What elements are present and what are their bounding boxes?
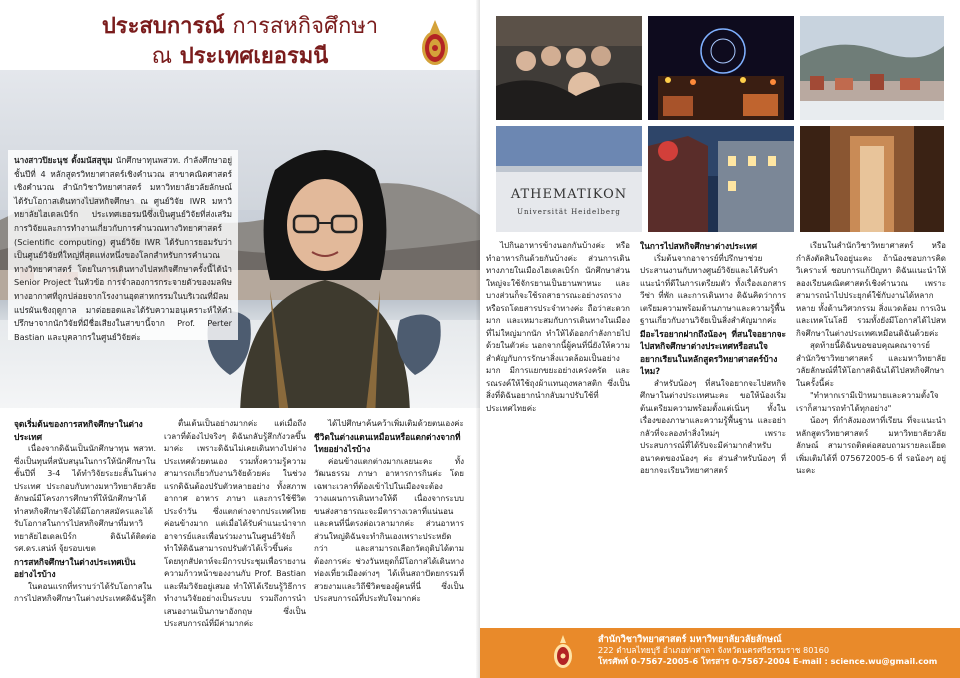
paragraph-advice: สำหรับน้องๆ ที่สนใจอยากจะไปสหกิจศึกษาในต่างประเทศนะคะ ขอให้น้องเริ่มต้นเตรียมความพร้อมตั้งแต่เนิ่นๆ ทั้งในเรื่องของภาษาและความรู้พื้นฐาน และอย่ากลัวที่จะลองทำสิ่งใหม่ๆ เพราะประสบการณ์ที่ได้รับจะมีค่ามากสำหรับอนาคตของน้องๆ ค่ะ ส่วนสำหรับน้องๆ ที่อยากจะเรียนวิทยาศาสตร์ bbox=[640, 378, 786, 475]
paragraph-research: ได้ไปศึกษาค้นคว้าเพิ่มเติมด้วยตนเองค่ะ bbox=[328, 419, 464, 428]
footer-text bbox=[598, 634, 950, 667]
intro-text bbox=[14, 154, 232, 344]
heading-experience: การสหกิจศึกษาในต่างประเทศเป็นอย่างไรบ้าง bbox=[14, 556, 136, 579]
footer-address: 222 ตำบลไทยบุรี อำเภอท่าศาลา จังหวัดนครศรีธรรมราช 80160 bbox=[598, 645, 830, 655]
intro-body: นักศึกษาทุนพสวท. กำลังศึกษาอยู่ชั้นปีที่ 4 หลักสูตรวิทยาศาสตร์เชิงคำนวณ สาขาคณิตศาสตร์เชิงคำนวณ สำนักวิชาวิทยาศาสตร์ มหาวิทยาลัยวลัยลักษณ์ ได้รับโอกาสเดินทางไปสหกิจศึกษา ณ ศูนย์วิจัย IWR มหาวิทยาลัยไฮเดลเบิร์ก ประเทศเยอรมนีซึ่งเป็นศูนย์วิจัยที่ส่งเสริมการวิจัยและการทำงานเกี่ยวกับการคำนวณทางวิทยาศาสตร์ (Scientific computing) ศูนย์วิจัย IWR ได้รับการยอมรับว่าเป็นศูนย์วิจัยที่ใหญ่ที่สุดแห่งหนึ่งของโลกสำหรับการคำนวณทางวิทยาศาสตร์ โดยในการเดินทางไปสหกิจศึกษาครั้งนี้ได้นำ Senior Project ในหัวข้อ การจำลองการกระจายตัวของมลพิษทางอากาศที่ถูกปล่อยจากโรงงานอุตสาหกรรมในบริเวณที่มีลมแปรผันเชิงฤดูกาล มาต่อยอดและได้รับความอนุเคราะห์ให้คำปรึกษาจากนักวิจัยที่มีชื่อเสียงในสาขานี้จาก Prof. Perter Bastian และบุคลากรในศูนย์วิจัยค่ะ bbox=[14, 155, 233, 342]
right-column-3 bbox=[796, 240, 946, 624]
photo-christmas-market bbox=[648, 16, 794, 120]
title-line-2 bbox=[60, 42, 420, 72]
footer-contact: โทรศัพท์ 0-7567-2005-6 โทรสาร 0-7567-2004 E-mail : science.wu@gmail.com bbox=[598, 656, 938, 666]
intro-box bbox=[8, 150, 238, 340]
paragraph-adjust: ตื่นเต้นเป็นอย่างมากค่ะ แต่เมื่อถึงเวลาที่ต้องไปจริงๆ ดิฉันกลับรู้สึกกังวลขึ้นมาค่ะ เพราะดิฉันไม่เคยเดินทางไปต่างประเทศด้วยตนเอง รวมทั้งความรู้ความสามารถเกี่ยวกับงานวิจัยด้วยค่ะ ในช่วงแรกดิฉันต้องปรับตัวหลายอย่าง ทั้งสภาพอากาศ อาหาร ภาษา และการใช้ชีวิตประจำวัน ซึ่งแตกต่างจากประเทศไทยค่อนข้างมาก แต่เมื่อได้รับคำแนะนำจากอาจารย์และเพื่อนร่วมงานในศูนย์วิจัยก็ทำให้ดิฉันสามารถปรับตัวได้เร็วขึ้นค่ะ โดยทุกสัปดาห์จะมีการประชุมเพื่อรายงานความก้าวหน้าของงานกับ Prof. Bastian และทีมวิจัยอยู่เสมอ ทำให้ได้เรียนรู้วิธีการทำงานวิจัยอย่างเป็นระบบ รวมถึงการนำเสนองานเป็นภาษาอังกฤษ ซึ่งเป็นประสบการณ์ที่มีค่ามากค่ะ bbox=[164, 419, 306, 628]
paragraph-experience: ในตอนแรกที่ทราบว่าได้รับโอกาสในการไปสหกิจศึกษาในต่างประเทศดิฉันรู้สึก bbox=[14, 581, 156, 603]
photo-town-view bbox=[800, 16, 944, 120]
left-column-3 bbox=[314, 418, 464, 674]
photo-mathematikon bbox=[496, 126, 642, 232]
paragraph-city: ไปกินอาหารข้างนอกกันบ้างค่ะ หรือทำอาหารกินด้วยกันบ้างค่ะ ส่วนการเดินทางภายในเมืองไฮเดลเบิร์ก นักศึกษาส่วนใหญ่จะใช้จักรยานเป็นยานพาหนะ และบางส่วนก็จะใช้รถสาธารณะอย่างรถรางหรือรถโดยสารประจำทางค่ะ ถือว่าสะดวกมาก และเหมาะสมกับการเดินทางในเมืองที่ไม่ใหญ่มากนัก ทำให้ได้ออกกำลังกายไปด้วยในตัวค่ะ นอกจากนี้ผู้คนที่นี่ยังให้ความสำคัญกับการรักษาสิ่งแวดล้อมเป็นอย่างมาก มีการแยกขยะอย่างเคร่งครัด และรณรงค์ให้ใช้ถุงผ้าแทนถุงพลาสติก ซึ่งเป็นสิ่งที่ดิฉันอยากนำกลับมาปรับใช้ที่ประเทศไทยค่ะ bbox=[486, 241, 630, 413]
closing-quote: "ทำหากเรามีเป้าหมายและความตั้งใจ เราก็สามารถทำได้ทุกอย่าง" bbox=[796, 391, 939, 413]
paragraph-thanks: สุดท้ายนี้ดิฉันขอขอบคุณคณาจารย์ สำนักวิชาวิทยาศาสตร์ และมหาวิทยาลัยวลัยลักษณ์ที่ให้โอกาสดิฉันได้ไปสหกิจศึกษาในครั้งนี้ค่ะ bbox=[796, 341, 946, 388]
title-bold-2: ประเทศเยอรมนี bbox=[179, 44, 329, 69]
left-column-2 bbox=[164, 418, 306, 674]
footer-seal-icon bbox=[552, 634, 574, 670]
paragraph-recommend: เรียนในสำนักวิชาวิทยาศาสตร์ หรือ กำลังตัดสินใจอยู่นะคะ ถ้าน้องชอบการคิดวิเคราะห์ ชอบการแก้ปัญหา ดิฉันแนะนำให้ลองเรียนคณิตศาสตร์เชิงคำนวณ เพราะสามารถนำไปประยุกต์ใช้กับงานได้หลากหลาย ทั้งด้านวิศวกรรม สิ่งแวดล้อม การเงิน และเทคโนโลยี รวมทั้งยังมีโอกาสได้ไปสหกิจศึกษาในต่างประเทศเหมือนดิฉันด้วยค่ะ bbox=[796, 241, 946, 338]
heading-start: จุดเริ่มต้นของการสหกิจศึกษาในต่างประเทศ bbox=[14, 419, 143, 442]
right-column-2 bbox=[640, 240, 786, 624]
mathematikon-image bbox=[496, 126, 642, 232]
photo-night-street bbox=[648, 126, 794, 232]
paragraph-prepare: เริ่มต้นจากอาจารย์ที่ปรึกษาช่วยประสานงานกับทางศูนย์วิจัยและได้รับคำแนะนำที่ดีในการเตรียมตัว ทั้งเรื่องเอกสาร วีซ่า ที่พัก และการเดินทาง ดิฉันคิดว่าการเตรียมความพร้อมด้านภาษาและความรู้พื้นฐานเกี่ยวกับงานวิจัยเป็นสิ่งสำคัญมากค่ะ bbox=[640, 253, 786, 325]
title-line-1 bbox=[60, 12, 420, 42]
night-street-image bbox=[648, 126, 794, 232]
intro-name: นางสาวปิยะนุช ตั้งมนัสสุขุม bbox=[14, 155, 113, 165]
right-column-1 bbox=[486, 240, 630, 624]
heading-life: ชีวิตในต่างแดนเหมือนหรือแตกต่างจากที่ไทยอย่างไรบ้าง bbox=[314, 431, 461, 454]
photo-group-selfie bbox=[496, 16, 642, 120]
town-view-image bbox=[800, 16, 944, 120]
library-image bbox=[800, 126, 944, 232]
photo-library bbox=[800, 126, 944, 232]
paragraph-start: เนื่องจากดิฉันเป็นนักศึกษาทุน พสวท. ซึ่งเป็นทุนที่สนับสนุนในการให้นักศึกษาในชั้นปีที่ 3-4 ได้ทำวิจัยระยะสั้นในต่างประเทศ ประกอบกับทางมหาวิทยาลัยวลัยลักษณ์มีโครงการศึกษาที่ให้นักศึกษาได้ทำสหกิจศึกษาจึงได้มีโอกาสสมัครและได้รับโอกาสในการไปสหกิจศึกษาที่มหาวิทยาลัยไฮเดลเบิร์ก ดิฉันได้ติดต่อ รศ.ดร.เสน่ห์ จุ้ยรอบเขต bbox=[14, 444, 156, 553]
christmas-market-image bbox=[648, 16, 794, 120]
title-bold-1: ประสบการณ์ bbox=[101, 14, 225, 39]
footer-bar bbox=[480, 628, 960, 678]
title-light-2: ณ bbox=[151, 44, 173, 69]
title-light-1: การสหกิจศึกษา bbox=[232, 14, 379, 39]
heading-advice: มีอะไรอยากฝากถึงน้องๆ ที่สนใจอยากจะไปสหกิจศึกษาต่างประเทศหรือสนใจอยากเรียนในหลักสูตรวิทยาศาสตร์บ้างไหม? bbox=[640, 328, 786, 376]
footer-org: สำนักวิชาวิทยาศาสตร์ มหาวิทยาลัยวลัยลักษณ์ bbox=[598, 634, 782, 645]
right-page bbox=[480, 0, 960, 678]
group-selfie-image bbox=[496, 16, 642, 120]
left-column-1 bbox=[14, 418, 156, 674]
article-title bbox=[60, 12, 420, 72]
university-seal-icon bbox=[418, 18, 452, 68]
paragraph-life: ค่อนข้างแตกต่างมากเลยนะคะ ทั้งวัฒนธรรม ภาษา อาหารการกินค่ะ โดยเฉพาะเวลาที่ต้องเข้าไปในเมืองจะต้องวางแผนการเดินทางให้ดี เนื่องจากระบบขนส่งสาธารณะจะมีตารางเวลาที่แน่นอน และคนที่นี่ตรงต่อเวลามากค่ะ ส่วนอาหารส่วนใหญ่ดิฉันจะทำกินเองเพราะประหยัดกว่า และสามารถเลือกวัตถุดิบได้ตามต้องการค่ะ ช่วงวันหยุดก็มีโอกาสได้เดินทางท่องเที่ยวเมืองต่างๆ ได้เห็นสถาปัตยกรรมที่สวยงามและวิถีชีวิตของผู้คนที่นี่ ซึ่งเป็นประสบการณ์ที่ประทับใจมากค่ะ bbox=[314, 456, 464, 603]
building-sign: ATHEMATIKON bbox=[510, 187, 628, 202]
hero-photo bbox=[0, 70, 480, 408]
building-subsign: Universität Heidelberg bbox=[517, 208, 621, 216]
heading-prepare: ในการไปสหกิจศึกษาต่างประเทศ bbox=[640, 241, 758, 251]
paragraph-contact: น้องๆ ที่กำลังมองหาที่เรียน ที่จะแนะนำหลักสูตรวิทยาศาสตร์ มหาวิทยาลัยวลัยลักษณ์ สามารถติดต่อสอบถามรายละเอียดเพิ่มเติมได้ที่ 075672005-6 ที่ รอน้องๆ อยู่นะคะ bbox=[796, 416, 946, 475]
